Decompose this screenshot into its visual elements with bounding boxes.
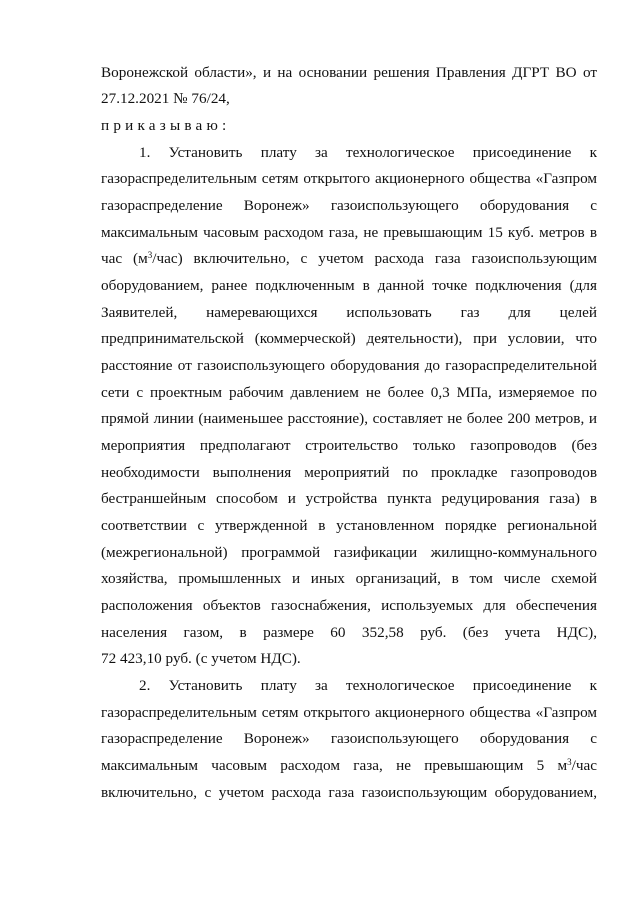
paragraph-2-start: 2. Установить плату за технологическое присоединение к (139, 677, 597, 694)
superscript: 3 (147, 250, 153, 260)
text-line (101, 755, 597, 777)
text-line: оборудованием, ранее подключенным в данной точке подключения (для (101, 277, 597, 294)
text-line: соответствии с утвержденной в установленном порядке региональной (101, 517, 597, 534)
text-fragment: /час (571, 757, 597, 774)
text-line: Воронежской области», и на основании решения Правления ДГРТ ВО от (101, 64, 597, 81)
text-line: необходимости выполнения мероприятий по прокладке газопроводов (101, 464, 597, 481)
text-fragment: час (м (101, 250, 148, 267)
text-fragment: /час) включительно, с учетом расхода газа газоиспользующим (152, 250, 597, 267)
paragraph-1-start: 1. Установить плату за технологическое присоединение к (139, 144, 597, 161)
text-line: (межрегиональной) программой газификации жилищно-коммунального (101, 544, 597, 561)
text-line: расстояние от газоиспользующего оборудования до газораспределительной (101, 357, 597, 374)
text-fragment: максимальным часовым расходом газа, не превышающим 5 м (101, 757, 568, 774)
text-line: включительно, с учетом расхода газа газоиспользующим оборудованием, (101, 784, 597, 801)
text-line: мероприятия предполагают строительство только газопроводов (без (101, 437, 597, 454)
text-line: расположения объектов газоснабжения, используемых для обеспечения (101, 597, 597, 614)
text-line: бестраншейным способом и устройства пункта редуцирования газа) в (101, 490, 597, 507)
text-line: населения газом, в размере 60 352,58 руб. (без учета НДС), (101, 624, 597, 641)
text-line: газораспределение Воронеж» газоиспользующего оборудования с (101, 197, 597, 214)
text-line: газораспределительным сетям открытого акционерного общества «Газпром (101, 170, 597, 187)
text-line (101, 248, 597, 270)
text-line: сети с проектным рабочим давлением не более 0,3 МПа, измеряемое по (101, 384, 597, 401)
superscript: 3 (567, 757, 572, 767)
text-line: 72 423,10 руб. (с учетом НДС). (101, 650, 301, 667)
text-line: Заявителей, намеревающихся использовать газ для целей (101, 304, 597, 321)
text-line: предпринимательской (коммерческой) деятельности), при условии, что (101, 330, 597, 347)
text-line: 27.12.2021 № 76/24, (101, 90, 230, 107)
text-line: максимальным часовым расходом газа, не превышающим 15 куб. метров в (101, 224, 597, 241)
text-line: газораспределение Воронеж» газоиспользующего оборудования с (101, 730, 597, 747)
text-line: прямой линии (наименьшее расстояние), составляет не более 200 метров, и (101, 410, 597, 427)
text-line: газораспределительным сетям открытого акционерного общества «Газпром (101, 704, 597, 721)
text-line: хозяйства, промышленных и иных организаций, в том числе схемой (101, 570, 597, 587)
order-heading: приказываю: (101, 117, 231, 134)
